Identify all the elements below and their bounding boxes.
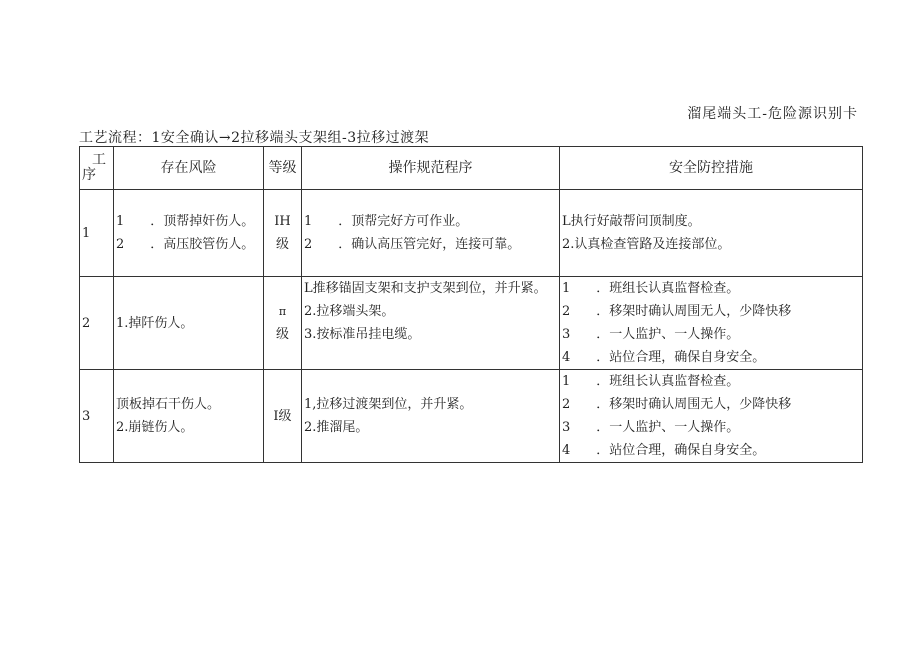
level-value: π bbox=[278, 305, 287, 318]
step-number: 1 bbox=[80, 190, 114, 277]
operation-item: 2.拉移端头架。 bbox=[304, 304, 395, 319]
operation-item: 3.按标准吊挂电缆。 bbox=[304, 327, 421, 342]
header-operations: 操作规范程序 bbox=[302, 147, 560, 190]
table-header-row bbox=[80, 147, 863, 190]
table-row bbox=[80, 370, 863, 463]
safety-cell bbox=[560, 370, 863, 463]
level-value: IH bbox=[274, 214, 291, 229]
table-row bbox=[80, 190, 863, 277]
safety-item: 2 ．移架时确认周围无人，少降快移 bbox=[562, 304, 792, 319]
operation-item: 2.推溜尾。 bbox=[304, 420, 369, 435]
level-cell bbox=[264, 370, 302, 463]
operation-item: 2 ．确认高压管完好，连接可靠。 bbox=[304, 237, 521, 252]
operation-item: L推移锚固支架和支护支架到位，并升紧。 bbox=[304, 281, 547, 296]
safety-item: 4 ．站位合理，确保自身安全。 bbox=[562, 443, 766, 458]
step-number: 3 bbox=[80, 370, 114, 463]
level-cell bbox=[264, 190, 302, 277]
header-step-top: 工 bbox=[92, 152, 106, 168]
safety-item: 2 ．移架时确认周围无人，少降快移 bbox=[562, 397, 792, 412]
operation-item: 1 ．顶帮完好方可作业。 bbox=[304, 214, 469, 229]
operation-item: 1,拉移过渡架到位，并升紧。 bbox=[304, 397, 473, 412]
level-value: I级 bbox=[273, 408, 292, 424]
hazard-table bbox=[79, 146, 863, 463]
operations-cell bbox=[302, 190, 560, 277]
safety-item: 4 ．站位合理，确保自身安全。 bbox=[562, 350, 766, 365]
header-safety: 安全防控措施 bbox=[560, 147, 863, 190]
risk-cell bbox=[114, 277, 264, 370]
safety-item: L执行好敲帮问顶制度。 bbox=[562, 214, 701, 229]
step-number: 2 bbox=[80, 277, 114, 370]
operations-cell bbox=[302, 370, 560, 463]
safety-item: 3 ．一人监护、一人操作。 bbox=[562, 420, 740, 435]
risk-item: 1 ．顶帮掉奸伤人。 bbox=[116, 214, 255, 229]
header-level: 等级 bbox=[264, 147, 302, 190]
operations-cell bbox=[302, 277, 560, 370]
document-title: 溜尾端头工-危险源识别卡 bbox=[687, 106, 858, 122]
level-cell bbox=[264, 277, 302, 370]
header-step bbox=[80, 147, 114, 190]
table-row bbox=[80, 277, 863, 370]
level-suffix: 级 bbox=[275, 327, 289, 342]
safety-cell bbox=[560, 277, 863, 370]
process-flow: 工艺流程：1安全确认→2拉移端头支架组-3拉移过渡架 bbox=[79, 130, 430, 146]
safety-cell bbox=[560, 190, 863, 277]
risk-item: 1.掉阡伤人。 bbox=[116, 315, 194, 331]
safety-item: 3 ．一人监护、一人操作。 bbox=[562, 327, 740, 342]
safety-item: 1 ．班组长认真监督检查。 bbox=[562, 281, 740, 296]
risk-cell bbox=[114, 190, 264, 277]
risk-item: 2 ．高压胶管伤人。 bbox=[116, 237, 255, 252]
header-step-bottom: 序 bbox=[82, 167, 96, 183]
risk-item: 2.崩链伤人。 bbox=[116, 420, 194, 435]
risk-item: 顶板掉石干伤人。 bbox=[116, 397, 221, 412]
risk-cell bbox=[114, 370, 264, 463]
safety-item: 1 ．班组长认真监督检查。 bbox=[562, 374, 740, 389]
level-suffix: 级 bbox=[275, 237, 289, 252]
safety-item: 2.认真检查管路及连接部位。 bbox=[562, 237, 731, 252]
header-risk: 存在风险 bbox=[114, 147, 264, 190]
